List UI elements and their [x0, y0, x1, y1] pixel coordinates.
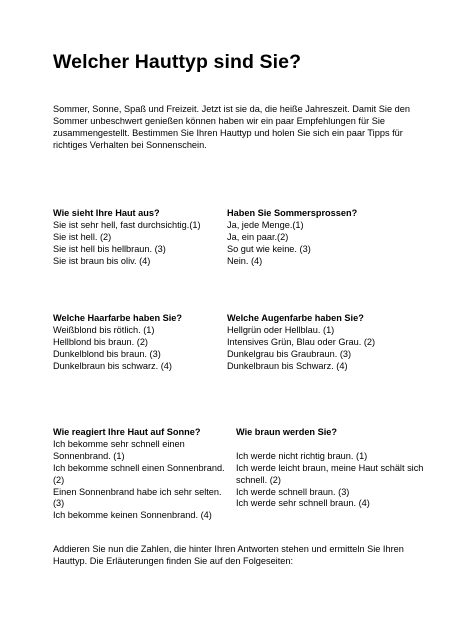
answer-option: Sie ist braun bis oliv. (4) [53, 255, 151, 266]
answer-option: Sie ist hell. (2) [53, 231, 112, 242]
answer-option: Ich werde sehr schnell braun. (4) [236, 498, 370, 509]
question-heading: Welche Augenfarbe haben Sie? [227, 313, 364, 323]
answer-option: Ich werde nicht richtig braun. (1) [236, 450, 368, 461]
answer-option: Nein. (4) [227, 255, 263, 266]
question-heading: Haben Sie Sommersprossen? [227, 208, 358, 218]
question-heading: Wie reagiert Ihre Haut auf Sonne? [53, 427, 201, 437]
question-sun-reaction [53, 427, 228, 522]
answer-option: Hellgrün oder Hellblau. (1) [227, 324, 335, 335]
question-heading: Welche Haarfarbe haben Sie? [53, 313, 183, 323]
answer-option: So gut wie keine. (3) [227, 243, 311, 254]
answer-option: Ich werde leicht braun, meine Haut schält sich schnell. (2) [236, 462, 424, 485]
answer-option: Ja, ein paar.(2) [227, 231, 289, 242]
answer-option: Ich bekomme sehr schnell einen Sonnenbrand. (1) [53, 438, 185, 461]
outro-paragraph: Addieren Sie nun die Zahlen, die hinter Ihren Antworten stehen und ermitteln Sie Ihren Hauttyp. Die Erläuterungen finden Sie auf den Folgeseiten: [53, 544, 404, 566]
answer-option: Hellblond bis braun. (2) [53, 336, 148, 347]
answer-option: Dunkelblond bis braun. (3) [53, 348, 161, 359]
answer-option: Ich werde schnell braun. (3) [236, 486, 350, 497]
answer-option: Intensives Grün, Blau oder Grau. (2) [227, 336, 376, 347]
answer-option: Dunkelbraun bis schwarz. (4) [53, 360, 172, 371]
answer-option: Dunkelbraun bis Schwarz. (4) [227, 360, 348, 371]
question-skin-appearance [53, 208, 213, 268]
answer-option: Einen Sonnenbrand habe ich sehr selten. (3) [53, 486, 222, 509]
answer-option: Ich bekomme schnell einen Sonnenbrand. (2) [53, 462, 225, 485]
answer-option: Sie ist hell bis hellbraun. (3) [53, 243, 166, 254]
intro-paragraph: Sommer, Sonne, Spaß und Freizeit. Jetzt ist sie da, die heiße Jahreszeit. Damit Sie den Sommer unbeschwert genießen können haben wir ein paar Empfehlungen für Sie zusammengestellt. Bestimmen Sie Ihren Hauttyp und holen Sie sich ein paar Tipps für richtiges Verhalten bei Sonnenschein. [53, 104, 410, 150]
question-tanning [236, 427, 426, 510]
question-freckles [227, 208, 417, 268]
question-eye-color [227, 313, 417, 373]
answer-option: Sie ist sehr hell, fast durchsichtig.(1) [53, 219, 201, 230]
spacer [236, 439, 426, 451]
question-heading: Wie sieht Ihre Haut aus? [53, 208, 160, 218]
question-heading: Wie braun werden Sie? [236, 427, 337, 437]
answer-option: Ja, jede Menge.(1) [227, 219, 304, 230]
question-hair-color [53, 313, 218, 373]
page-title: Welcher Hauttyp sind Sie? [53, 51, 302, 73]
answer-option: Dunkelgrau bis Graubraun. (3) [227, 348, 352, 359]
answer-option: Ich bekomme keinen Sonnenbrand. (4) [53, 510, 212, 521]
answer-option: Weißblond bis rötlich. (1) [53, 324, 155, 335]
